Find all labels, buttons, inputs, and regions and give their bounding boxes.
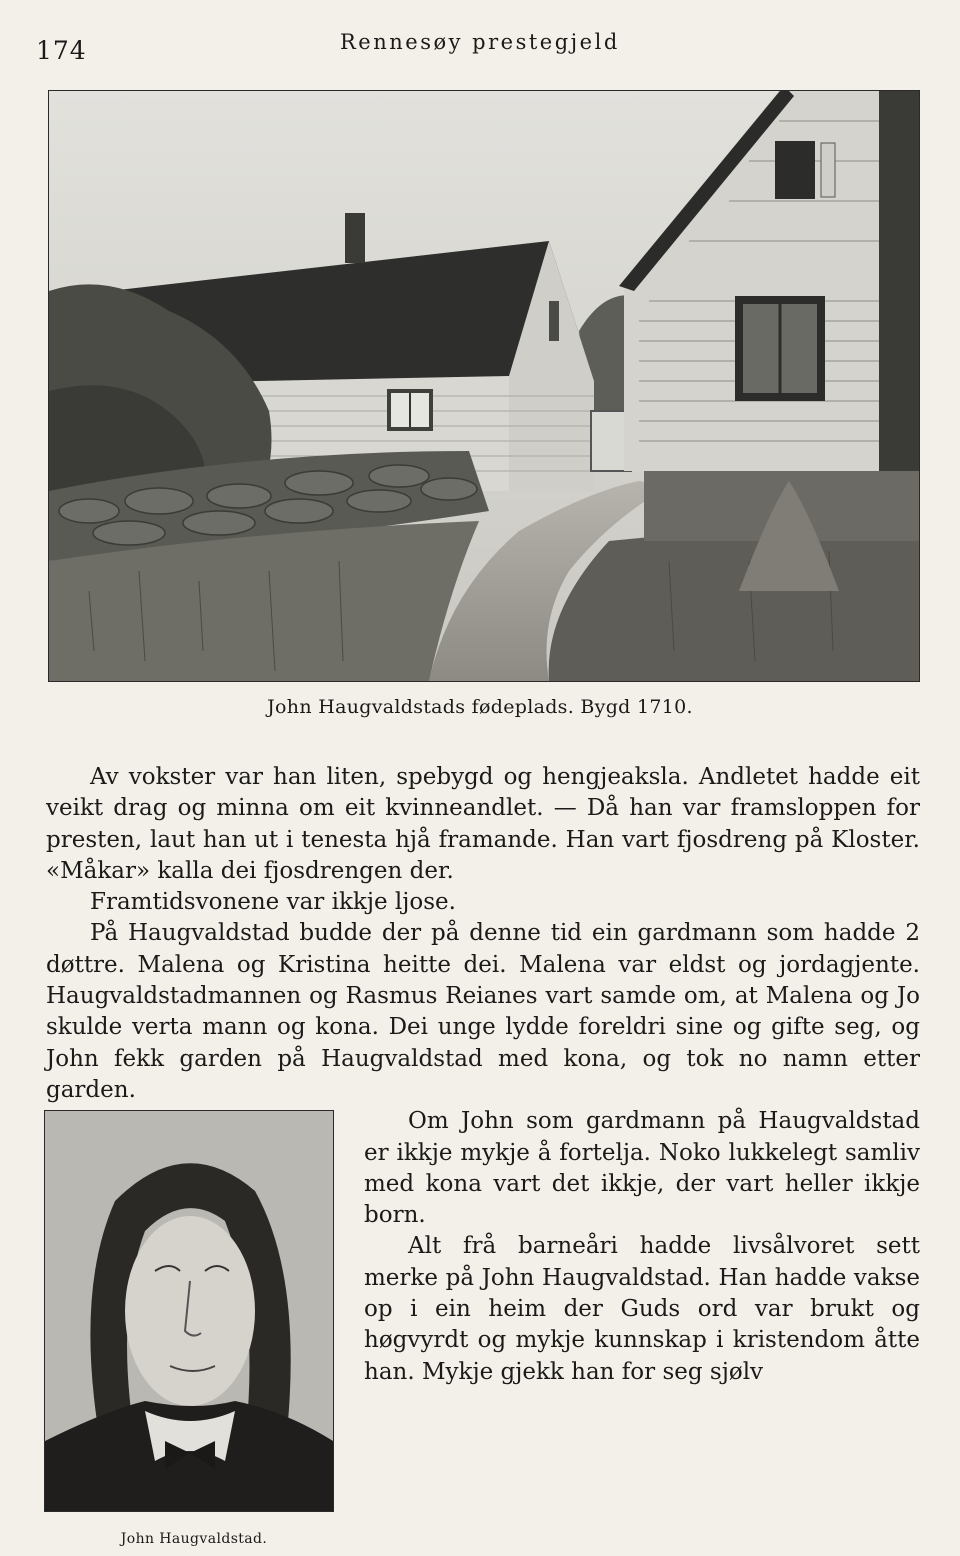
paragraph: Av vokster var han liten, spebygd og hengjeaksla. Andletet hadde eit veikt drag og minna om eit kvinneandlet. — Då han var framsloppen for presten, laut han ut i tenesta hjå framande. Han vart fjosdreng på Kloster. «Måkar» kalla dei fjosdrengen der. (46, 764, 920, 884)
farmhouse-photo-caption: John Haugvaldstads fødeplads. Bygd 1710. (267, 696, 693, 718)
running-head: Rennesøy prestegjeld (340, 30, 620, 54)
page-number: 174 (36, 36, 87, 65)
portrait-figure (44, 1110, 344, 1556)
paragraph: Om John som gardmann på Haugvaldstad er ikkje mykje å fortelja. Noko lukkelegt samliv med kona vart det ikkje, der vart heller ikkje born. (364, 1108, 920, 1229)
paragraph: Alt frå barneåri hadde livsålvoret sett merke på John Haugvaldstad. Han hadde vakse op i ein heim der Guds ord var brukt og høgvyrdt og mykje kunnskap i kristendom åtte han. Mykje gjekk han for seg sjølv (364, 1233, 920, 1385)
paragraph: Framtidsvonene var ikkje ljose. (90, 889, 456, 916)
portrait-caption: John Haugvaldstad. (120, 1531, 268, 1548)
portrait-image (44, 1110, 334, 1512)
paragraph: På Haugvaldstad budde der på denne tid ein gardmann som hadde 2 døttre. Malena og Kristina heitte dei. Malena var eldst og jordagjente. Haugvaldstadmannen og Rasmus Reianes vart samde om, at Malena og Jo skulde verta mann og kona. Dei unge lydde foreldri sine og gifte seg, og John fekk garden på Haugvaldstad med kona, og tok no namn etter garden. (46, 920, 920, 1103)
body-text (46, 762, 920, 1556)
farmhouse-photo (48, 90, 920, 682)
